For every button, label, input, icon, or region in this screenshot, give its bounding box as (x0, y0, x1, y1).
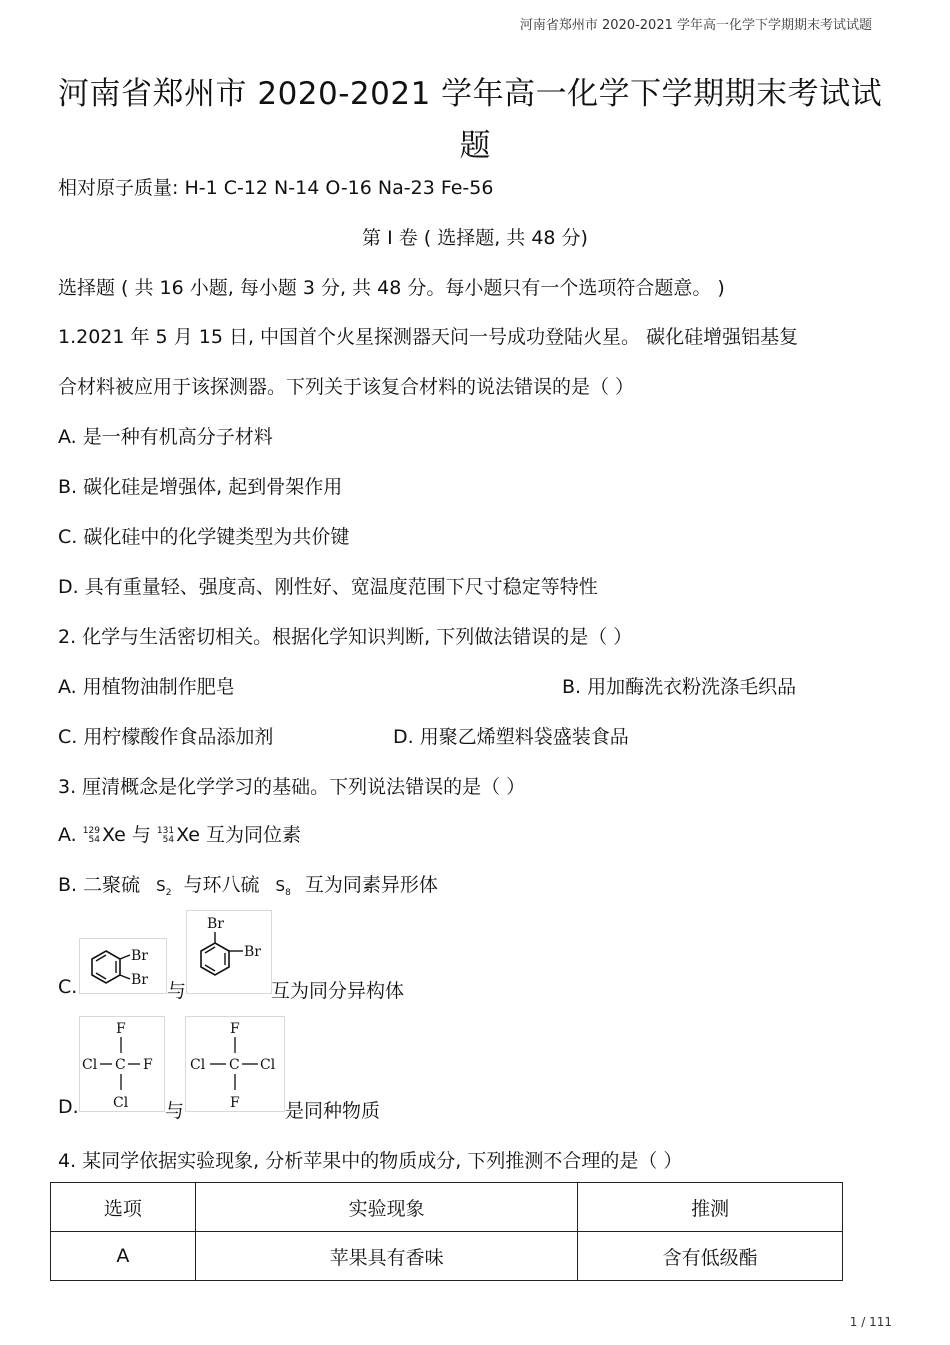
q3-b-connector: 与环八硫 (183, 874, 260, 896)
table-row (51, 1232, 843, 1281)
xe131-atomic-number: 54 (162, 834, 175, 845)
s2-symbol: S (156, 877, 166, 895)
q3-a-connector: 与 (131, 824, 151, 846)
xe131-nuclide-notation (157, 827, 174, 845)
dichlorodifluoromethane-structure-a (80, 1017, 164, 1111)
table-header-row (51, 1183, 843, 1232)
q1-option-c: C. 碳化硅中的化学键类型为共价键 (58, 526, 350, 548)
br-label-top: Br (131, 948, 148, 964)
s2-formula (156, 877, 172, 898)
table-header-option: 选项 (51, 1183, 196, 1232)
q1-option-d: D. 具有重量轻、强度高、刚性好、宽温度范围下尺寸稳定等特性 (58, 576, 598, 598)
q1-stem-line2: 合材料被应用于该探测器。下列关于该复合材料的说法错误的是（ ） (58, 376, 635, 398)
f-right-a: F (143, 1057, 153, 1073)
q4-stem: 4. 某同学依据实验现象, 分析苹果中的物质成分, 下列推测不合理的是（ ） (58, 1150, 683, 1172)
q1-option-a: A. 是一种有机高分子材料 (58, 426, 273, 448)
page-number: 1 / 111 (849, 1315, 892, 1329)
s8-subscript: 8 (285, 888, 291, 898)
f-top-a: F (116, 1021, 126, 1037)
q3-option-b (58, 870, 438, 898)
atomic-masses: 相对原子质量: H-1 C-12 N-14 O-16 Na-23 Fe-56 (58, 177, 494, 199)
cl-left-a: Cl (82, 1057, 98, 1073)
cl-right-b: Cl (260, 1057, 276, 1073)
document-title-continued: 题 (459, 128, 491, 164)
table-header-inference: 推测 (578, 1183, 843, 1232)
f-top-b: F (230, 1021, 240, 1037)
q1-option-b: B. 碳化硅是增强体, 起到骨架作用 (58, 476, 343, 498)
s8-symbol: S (275, 877, 286, 895)
c-center-b: C (229, 1057, 240, 1073)
br-label-bottom: Br (131, 972, 148, 988)
section-title: 第 I 卷 ( 选择题, 共 48 分) (362, 227, 588, 249)
ortho-dibromobenzene-structure (80, 939, 166, 993)
q3-c-prefix: C. (58, 976, 78, 998)
q4-experiment-table (50, 1182, 843, 1281)
xe131-mass-number: 131 (156, 825, 175, 836)
q2-option-a: A. 用植物油制作肥皂 (58, 676, 235, 698)
s2-subscript: 2 (165, 888, 172, 898)
q3-a-tail: 互为同位素 (206, 824, 302, 846)
q3-option-a (58, 820, 301, 847)
q3-c-tail: 互为同分异构体 (271, 980, 405, 1002)
q3-b-prefix: B. 二聚硫 (58, 874, 141, 896)
document-title: 河南省郑州市 2020-2021 学年高一化学下学期期末考试试 (58, 76, 883, 112)
q3-d-tail: 是同种物质 (285, 1100, 381, 1122)
cl-bottom-a: Cl (113, 1095, 129, 1111)
q1-stem-line1: 1.2021 年 5 月 15 日, 中国首个火星探测器天问一号成功登陆火星。 碳化硅增强铝基复 (58, 326, 799, 348)
q3-c-connector: 与 (167, 980, 187, 1002)
xe129-symbol: Xe (101, 824, 126, 846)
q2-option-d: D. 用聚乙烯塑料袋盛装食品 (393, 726, 629, 748)
table-cell-option: A (51, 1232, 196, 1281)
cf3cl-structure-a-image (79, 1016, 165, 1112)
ortho-dibromobenzene-rotated-structure (187, 911, 271, 993)
xe129-nuclide-notation (83, 827, 100, 845)
q3-stem: 3. 厘清概念是化学学习的基础。下列说法错误的是（ ） (58, 776, 526, 798)
q3-d-prefix: D. (58, 1096, 79, 1118)
cf3cl-structure-b-image (185, 1016, 285, 1112)
c-center-a: C (115, 1057, 126, 1073)
f-bottom-b: F (230, 1095, 240, 1111)
table-cell-phenomenon: 苹果具有香味 (195, 1232, 578, 1281)
xe129-mass-number: 129 (82, 825, 100, 836)
s8-formula (275, 877, 291, 898)
table-cell-inference: 含有低级酯 (578, 1232, 843, 1281)
cl-left-b: Cl (190, 1057, 206, 1073)
br-label-right: Br (244, 944, 261, 960)
q2-option-b: B. 用加酶洗衣粉洗涤毛织品 (562, 676, 797, 698)
dichlorodifluoromethane-structure-b (186, 1017, 284, 1111)
q3-d-connector: 与 (165, 1100, 185, 1122)
br-label-upper: Br (207, 916, 224, 932)
table-header-phenomenon: 实验现象 (195, 1183, 578, 1232)
ortho-dibromobenzene-rotated-image (186, 910, 272, 994)
xe129-atomic-number: 54 (88, 834, 100, 845)
xe131-symbol: Xe (176, 824, 200, 846)
section-instruction: 选择题 ( 共 16 小题, 每小题 3 分, 共 48 分。每小题只有一个选项符合题意。 ) (58, 277, 725, 299)
q2-option-c: C. 用柠檬酸作食品添加剂 (58, 726, 274, 748)
q3-b-tail: 互为同素异形体 (304, 874, 438, 896)
page-header: 河南省郑州市 2020-2021 学年高一化学下学期期末考试试题 (519, 18, 872, 33)
q3-a-prefix: A. (58, 824, 77, 846)
q2-stem: 2. 化学与生活密切相关。根据化学知识判断, 下列做法错误的是（ ） (58, 626, 633, 648)
ortho-dibromobenzene-image (79, 938, 167, 994)
